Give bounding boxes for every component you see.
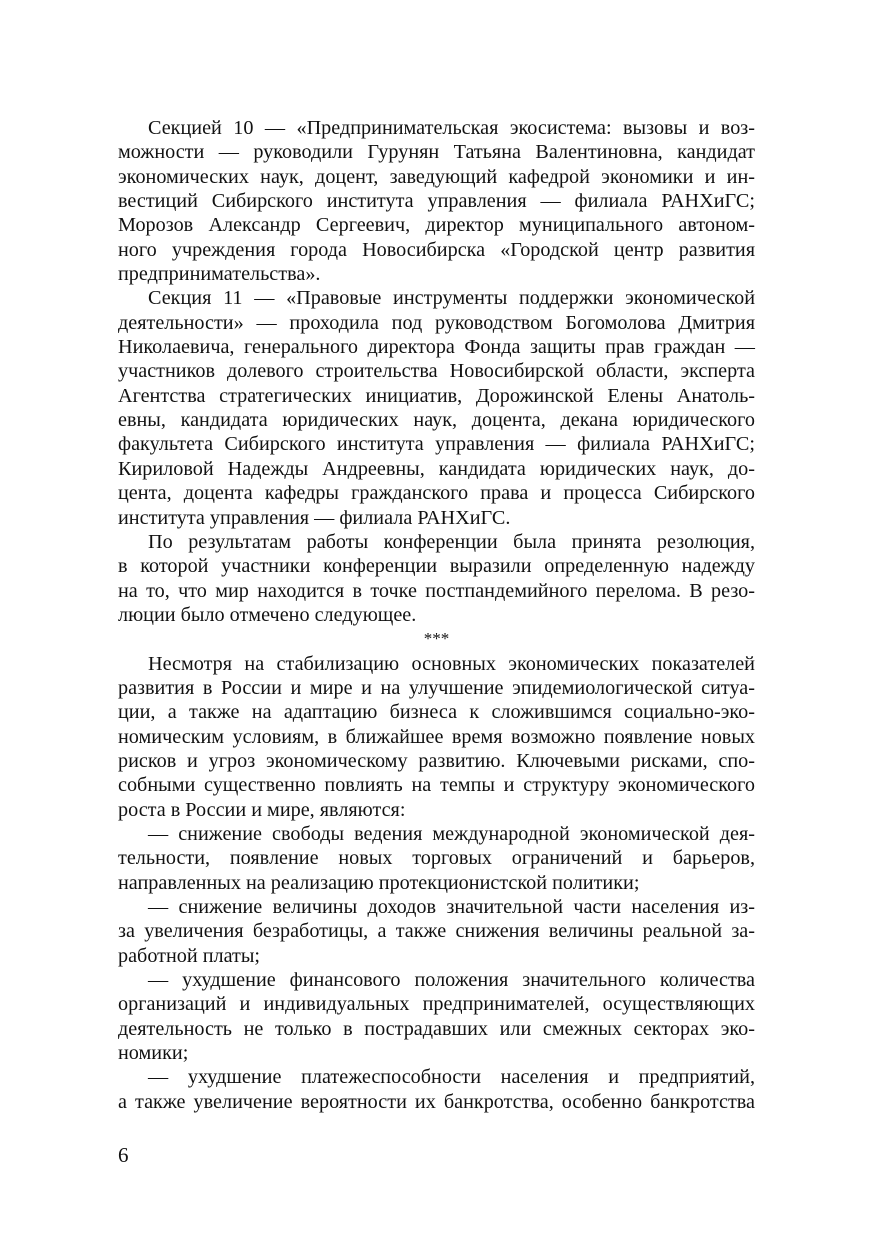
- text-line: развития в России и мире и на улучшение эпидемиологической ситуа-: [118, 676, 755, 699]
- paragraph-section-11: [118, 286, 755, 529]
- text-line: — ухудшение платежеспособности населения и предприятий,: [148, 1066, 755, 1089]
- text-line: номическим условиям, в ближайшее время возможно появление новых: [118, 725, 755, 748]
- text-line: По результатам работы конференции была принята резолюция,: [148, 530, 755, 553]
- text-line: роста в России и мире, являются:: [118, 798, 406, 821]
- text-line: рисков и угроз экономическому развитию. Ключевыми рисками, спо-: [118, 749, 755, 772]
- text-line: ции, а также на адаптацию бизнеса к сложившимся социально-эко-: [118, 701, 755, 724]
- text-line: Николаевича, генерального директора Фонда защиты прав граждан —: [118, 336, 755, 359]
- page-number: 6: [118, 1143, 129, 1167]
- text-line: Кириловой Надежды Андреевны, кандидата юридических наук, до-: [118, 457, 755, 480]
- text-line: ного учреждения города Новосибирска «Городской центр развития: [118, 238, 755, 261]
- text-line: в которой участники конференции выразили определенную надежду: [118, 555, 755, 578]
- text-line: тельности, появление новых торговых ограничений и барьеров,: [118, 847, 755, 870]
- text-line: за увеличения безработицы, а также снижения величины реальной за-: [118, 920, 755, 943]
- text-line: — ухудшение финансового положения значительного количества: [148, 969, 755, 992]
- paragraph-resolution: [118, 530, 755, 627]
- text-line: на то, что мир находится в точке постпандемийного перелома. В резо-: [118, 579, 755, 602]
- text-line: собными существенно повлиять на темпы и структуру экономического: [118, 774, 755, 797]
- section-separator: ***: [423, 629, 450, 649]
- page-body: [118, 116, 755, 1114]
- paragraph-risks-intro: [118, 652, 755, 822]
- paragraph-section-10: [118, 116, 755, 286]
- text-line: вестиций Сибирского института управления — филиала РАНХиГС;: [118, 190, 755, 213]
- text-line: работной платы;: [118, 944, 261, 967]
- text-line: экономических наук, доцент, заведующий кафедрой экономики и ин-: [118, 165, 755, 188]
- list-item-risk-4: [118, 1065, 755, 1114]
- text-line: направленных на реализацию протекционистской политики;: [118, 871, 640, 894]
- text-line: предпринимательства».: [118, 263, 321, 286]
- text-line: можности — руководили Гурунян Татьяна Валентиновна, кандидат: [118, 141, 755, 164]
- text-line: а также увеличение вероятности их банкротства, особенно банкротства: [118, 1090, 755, 1113]
- list-item-risk-3: [118, 968, 755, 1065]
- text-line: Морозов Александр Сергеевич, директор муниципального автоном-: [118, 214, 755, 237]
- text-line: Секцией 10 — «Предпринимательская экосистема: вызовы и воз-: [148, 117, 755, 139]
- text-line: института управления — филиала РАНХиГС.: [118, 506, 511, 529]
- text-line: участников долевого строительства Новосибирской области, эксперта: [118, 360, 755, 383]
- text-line: — снижение свободы ведения международной экономической дея-: [148, 822, 755, 845]
- text-line: факультета Сибирского института управления — филиала РАНХиГС;: [118, 433, 755, 456]
- text-line: организаций и индивидуальных предпринимателей, осуществляющих: [118, 993, 755, 1016]
- text-line: Агентства стратегических инициатив, Дорожинской Елены Анатоль-: [118, 384, 755, 407]
- list-item-risk-2: [118, 895, 755, 968]
- text-line: люции было отмечено следующее.: [118, 603, 417, 626]
- text-line: Несмотря на стабилизацию основных экономических показателей: [148, 652, 755, 675]
- list-item-risk-1: [118, 822, 755, 895]
- text-line: цента, доцента кафедры гражданского права и процесса Сибирского: [118, 482, 755, 505]
- text-line: деятельности» — проходила под руководством Богомолова Дмитрия: [118, 311, 755, 334]
- text-line: номики;: [118, 1042, 189, 1065]
- text-line: евны, кандидата юридических наук, доцента, декана юридического: [118, 409, 755, 432]
- text-line: — снижение величины доходов значительной части населения из-: [148, 896, 755, 918]
- text-line: Секция 11 — «Правовые инструменты поддержки экономической: [148, 287, 755, 310]
- text-line: деятельность не только в пострадавших или смежных секторах эко-: [118, 1017, 755, 1040]
